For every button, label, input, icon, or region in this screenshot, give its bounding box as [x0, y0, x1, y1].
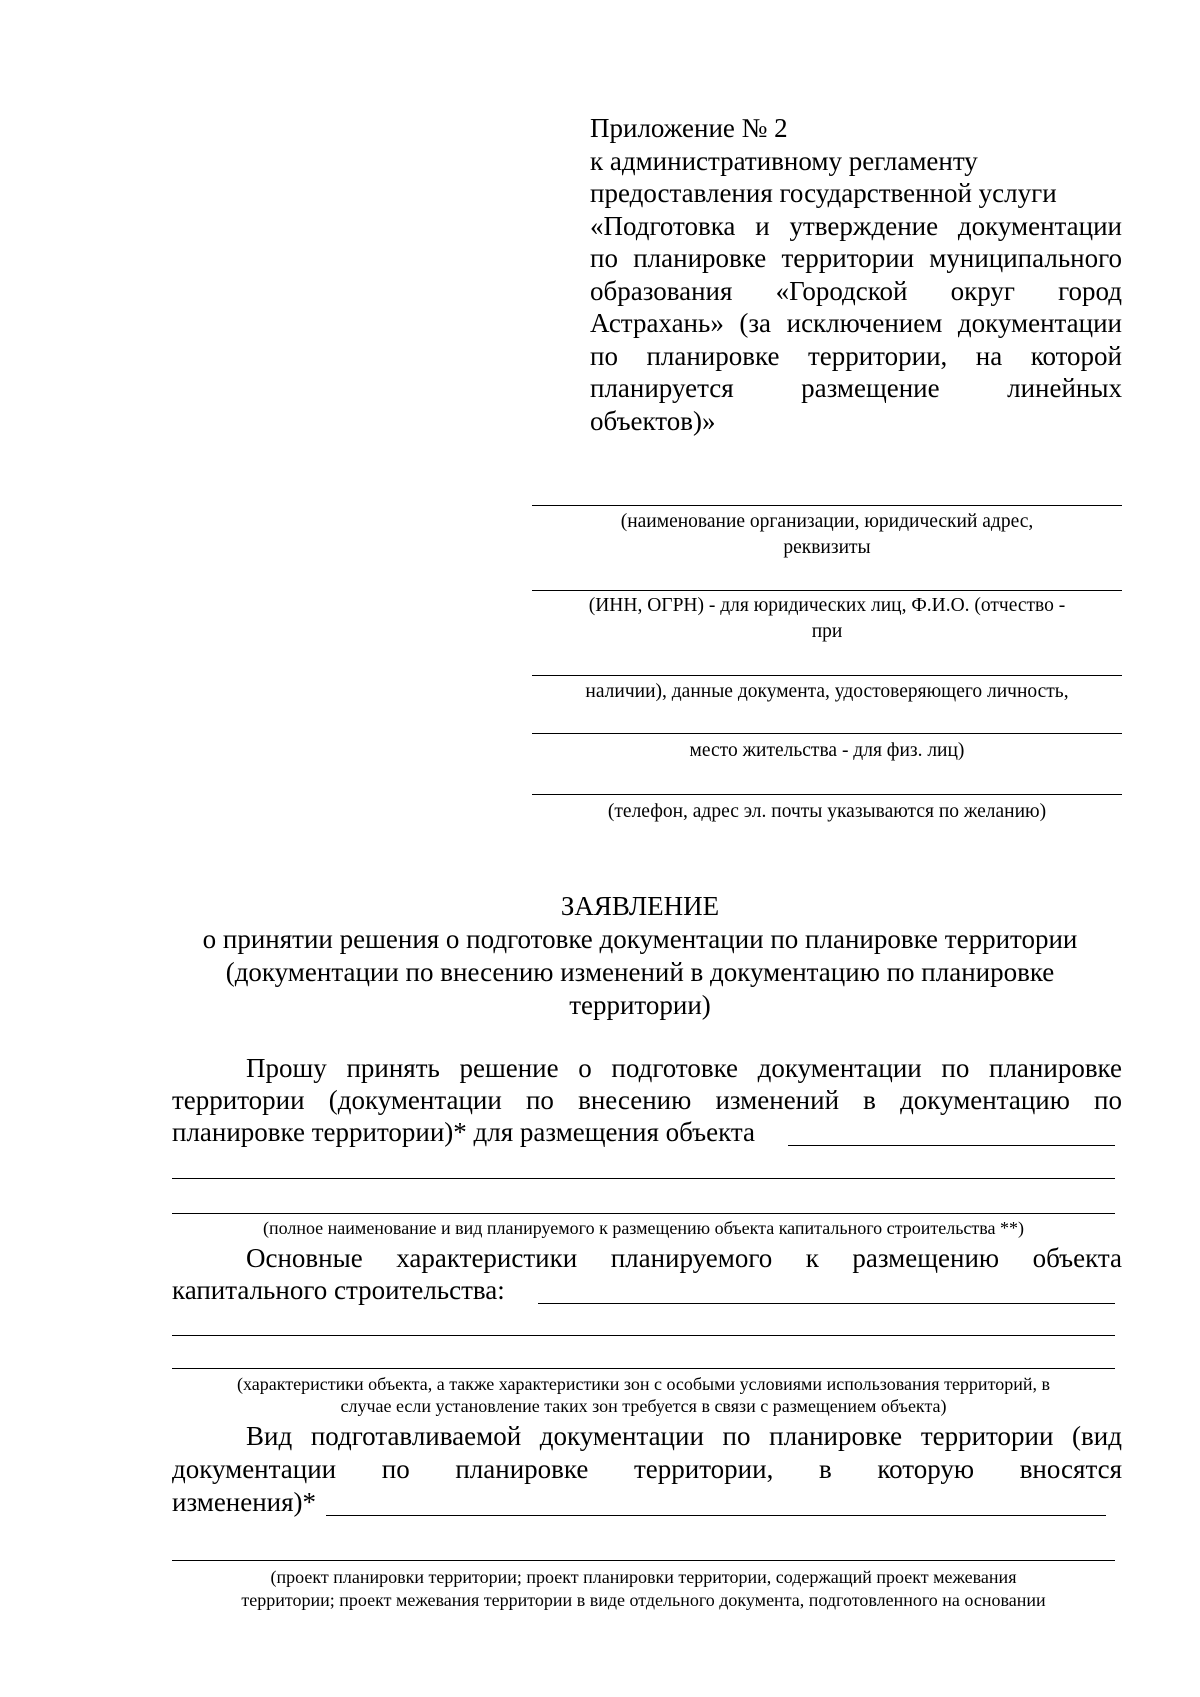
doc-type-field[interactable] [326, 1515, 1106, 1516]
para2-line2: капитального строительства: [172, 1275, 505, 1305]
annex-line: объектов)» [590, 405, 716, 436]
characteristics-field-3[interactable] [172, 1368, 1115, 1369]
applicant-caption-1b: реквизиты [783, 537, 871, 558]
doc-type-field-2[interactable] [172, 1560, 1115, 1561]
para1-line3: планировке территории)* для размещения объекта [172, 1117, 755, 1147]
body-text [172, 1052, 1122, 1085]
annex-line: планируется размещение линейных [590, 373, 1122, 403]
object-caption: (полное наименование и вид планируемого к размещению объекта капитального строительства **) [262, 1218, 1025, 1238]
object-name-field-2[interactable] [172, 1178, 1115, 1179]
para1-line1: Прошу принять решение о подготовке документации по планировке [246, 1053, 1122, 1083]
annex-line: Приложение № 2 [590, 113, 788, 143]
applicant-caption-2b: при [811, 621, 843, 642]
applicant-caption-4: место жительства - для физ. лиц) [689, 740, 965, 761]
application-subtitle-1: о принятии решения о подготовке документации по планировке территории [202, 924, 1078, 954]
application-title: ЗАЯВЛЕНИЕ [560, 891, 720, 921]
applicant-caption-3: наличии), данные документа, удостоверяющего личность, [585, 681, 1069, 702]
annex-line: к административному регламенту [590, 145, 978, 176]
application-subtitle-3: территории) [569, 990, 711, 1020]
para3-line2: документации по планировке территории, в которую вносятся [172, 1454, 1122, 1484]
applicant-document-line [532, 675, 1122, 676]
characteristics-caption-b: случае если установление таких зон требуется в связи с размещением объекта) [340, 1396, 947, 1416]
annex-line: по планировке территории, на которой [590, 340, 1122, 371]
para3-line1: Вид подготавливаемой документации по планировке территории (вид [246, 1421, 1122, 1451]
applicant-ids-line [532, 590, 1122, 591]
para2-line1: Основные характеристики планируемого к размещению объекта [246, 1243, 1122, 1273]
characteristics-caption-a: (характеристики объекта, а также характеристики зон с особыми условиями использования территорий, в [237, 1374, 1050, 1394]
para3-line3: изменения)* [172, 1487, 317, 1517]
applicant-name-line [532, 505, 1122, 506]
para1-line2: территории (документации по внесению изменений в документацию по [172, 1085, 1122, 1115]
annex-heading [590, 112, 1122, 437]
characteristics-field[interactable] [538, 1303, 1115, 1304]
object-name-field-3[interactable] [172, 1213, 1115, 1214]
doc-type-caption-a: (проект планировки территории; проект планировки территории, содержащий проект межевания [270, 1567, 1017, 1587]
annex-line: Астрахань» (за исключением документации [590, 308, 1122, 338]
doc-type-caption-b: территории; проект межевания территории в виде отдельного документа, подготовленного на основании [241, 1590, 1046, 1610]
application-subtitle-2: (документации по внесению изменений в документацию по планировке [225, 957, 1055, 987]
applicant-contacts-line [532, 794, 1122, 795]
applicant-caption-1a: (наименование организации, юридический адрес, [620, 511, 1034, 532]
annex-line: образования «Городской округ город [590, 275, 1122, 306]
applicant-caption-2a: (ИНН, ОГРН) - для юридических лиц, Ф.И.О. (отчество - [588, 595, 1066, 616]
annex-line: по планировке территории муниципального [590, 243, 1122, 273]
body-text [172, 1242, 1122, 1275]
object-name-field[interactable] [788, 1145, 1115, 1146]
applicant-caption-5: (телефон, адрес эл. почты указываются по желанию) [607, 801, 1047, 822]
annex-line: предоставления государственной услуги [590, 178, 1057, 208]
annex-line: «Подготовка и утверждение документации [590, 210, 1122, 241]
characteristics-field-2[interactable] [172, 1335, 1115, 1336]
applicant-residence-line [532, 733, 1122, 734]
body-text [172, 1420, 1122, 1453]
